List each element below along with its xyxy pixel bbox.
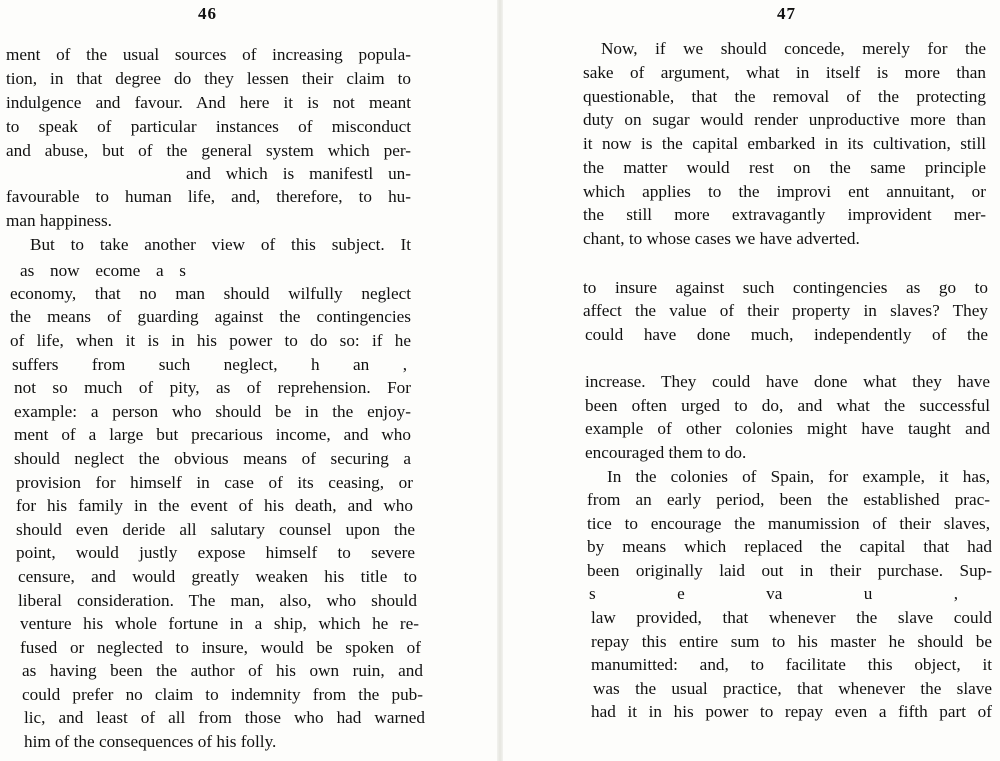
text-line: of life, when it is in his power to do so: if he <box>10 331 411 350</box>
text-line: liberal consideration. The man, also, who should <box>18 591 417 610</box>
page-number: 47 <box>777 4 796 23</box>
text-line: censure, and would greatly weaken his title to <box>18 567 417 586</box>
right-page <box>500 0 1000 761</box>
text-line: and abuse, but of the general system which per- <box>6 141 411 160</box>
text-line: tice to encourage the manumission of their slaves, <box>587 514 990 533</box>
text-line: been often urged to do, and what the successful <box>585 396 990 415</box>
text-line: the still more extravagantly improvident mer- <box>583 205 986 224</box>
text-line: to speak of particular instances of misconduct <box>6 117 411 136</box>
text-line: s e va u , <box>589 584 958 603</box>
text-line: In the colonies of Spain, for example, it has, <box>607 467 990 486</box>
text-line: lic, and least of all from those who had warned <box>24 708 425 727</box>
text-line: could have done much, independently of the <box>585 325 988 344</box>
text-line: sake of argument, what in itself is more than <box>583 63 986 82</box>
text-line: as now ecome a s <box>20 261 186 280</box>
text-line: should neglect the obvious means of securing a <box>14 449 411 468</box>
text-line: man happiness. <box>6 211 112 230</box>
text-line: was the usual practice, that whenever the slave <box>593 679 992 698</box>
text-line: encouraged them to do. <box>585 443 747 462</box>
page-number: 46 <box>198 4 217 23</box>
text-line: and which is manifestl un- <box>186 164 411 183</box>
text-line: it now is the capital embarked in its cultivation, still <box>583 134 986 153</box>
text-line: questionable, that the removal of the protecting <box>583 87 986 106</box>
text-line: not so much of pity, as of reprehension. For <box>14 378 411 397</box>
text-line: Now, if we should concede, merely for the <box>601 39 986 58</box>
text-line: the matter would rest on the same principle <box>583 158 986 177</box>
text-line: example: a person who should be in the enjoy- <box>14 402 411 421</box>
text-line: example of other colonies might have taught and <box>585 419 990 438</box>
text-line: as having been the author of his own ruin, and <box>22 661 423 680</box>
text-line: affect the value of their property in slaves? They <box>583 301 988 320</box>
text-line: But to take another view of this subject. It <box>30 235 411 254</box>
text-line: fused or neglected to insure, would be spoken of <box>20 638 421 657</box>
text-line: to insure against such contingencies as go to <box>583 278 988 297</box>
text-line: by means which replaced the capital that had <box>587 537 992 556</box>
text-line: had it in his power to repay even a fifth part of <box>591 702 992 721</box>
text-line: provision for himself in case of its ceasing, or <box>16 473 413 492</box>
text-line: point, would justly expose himself to severe <box>16 543 415 562</box>
text-line: should even deride all salutary counsel upon the <box>16 520 415 539</box>
text-line: could prefer no claim to indemnity from the pub- <box>22 685 423 704</box>
text-line: for his family in the event of his death, and who <box>16 496 413 515</box>
text-line: manumitted: and, to facilitate this object, it <box>591 655 992 674</box>
text-line: chant, to whose cases we have adverted. <box>583 229 860 248</box>
text-line: favourable to human life, and, therefore, to hu- <box>6 187 411 206</box>
text-line: the means of guarding against the contingencies <box>10 307 411 326</box>
text-line: law provided, that whenever the slave could <box>591 608 992 627</box>
text-line: him of the consequences of his folly. <box>24 732 277 751</box>
text-line: ment of a large but precarious income, and who <box>14 425 411 444</box>
text-line: duty on sugar would render unproductive more than <box>583 110 986 129</box>
text-line: increase. They could have done what they have <box>585 372 990 391</box>
text-line: suffers from such neglect, h an , <box>12 355 407 374</box>
text-line: tion, in that degree do they lessen their claim to <box>6 69 411 88</box>
text-line: been originally laid out in their purchase. Sup- <box>587 561 992 580</box>
text-line: which applies to the improvi ent annuitant, or <box>583 182 986 201</box>
text-line: repay this entire sum to his master he should be <box>591 632 992 651</box>
text-line: indulgence and favour. And here it is not meant <box>6 93 411 112</box>
text-line: ment of the usual sources of increasing popula- <box>6 45 411 64</box>
text-line: venture his whole fortune in a ship, which he re- <box>20 614 419 633</box>
text-line: from an early period, been the established prac- <box>587 490 990 509</box>
text-line: economy, that no man should wilfully neglect <box>10 284 411 303</box>
